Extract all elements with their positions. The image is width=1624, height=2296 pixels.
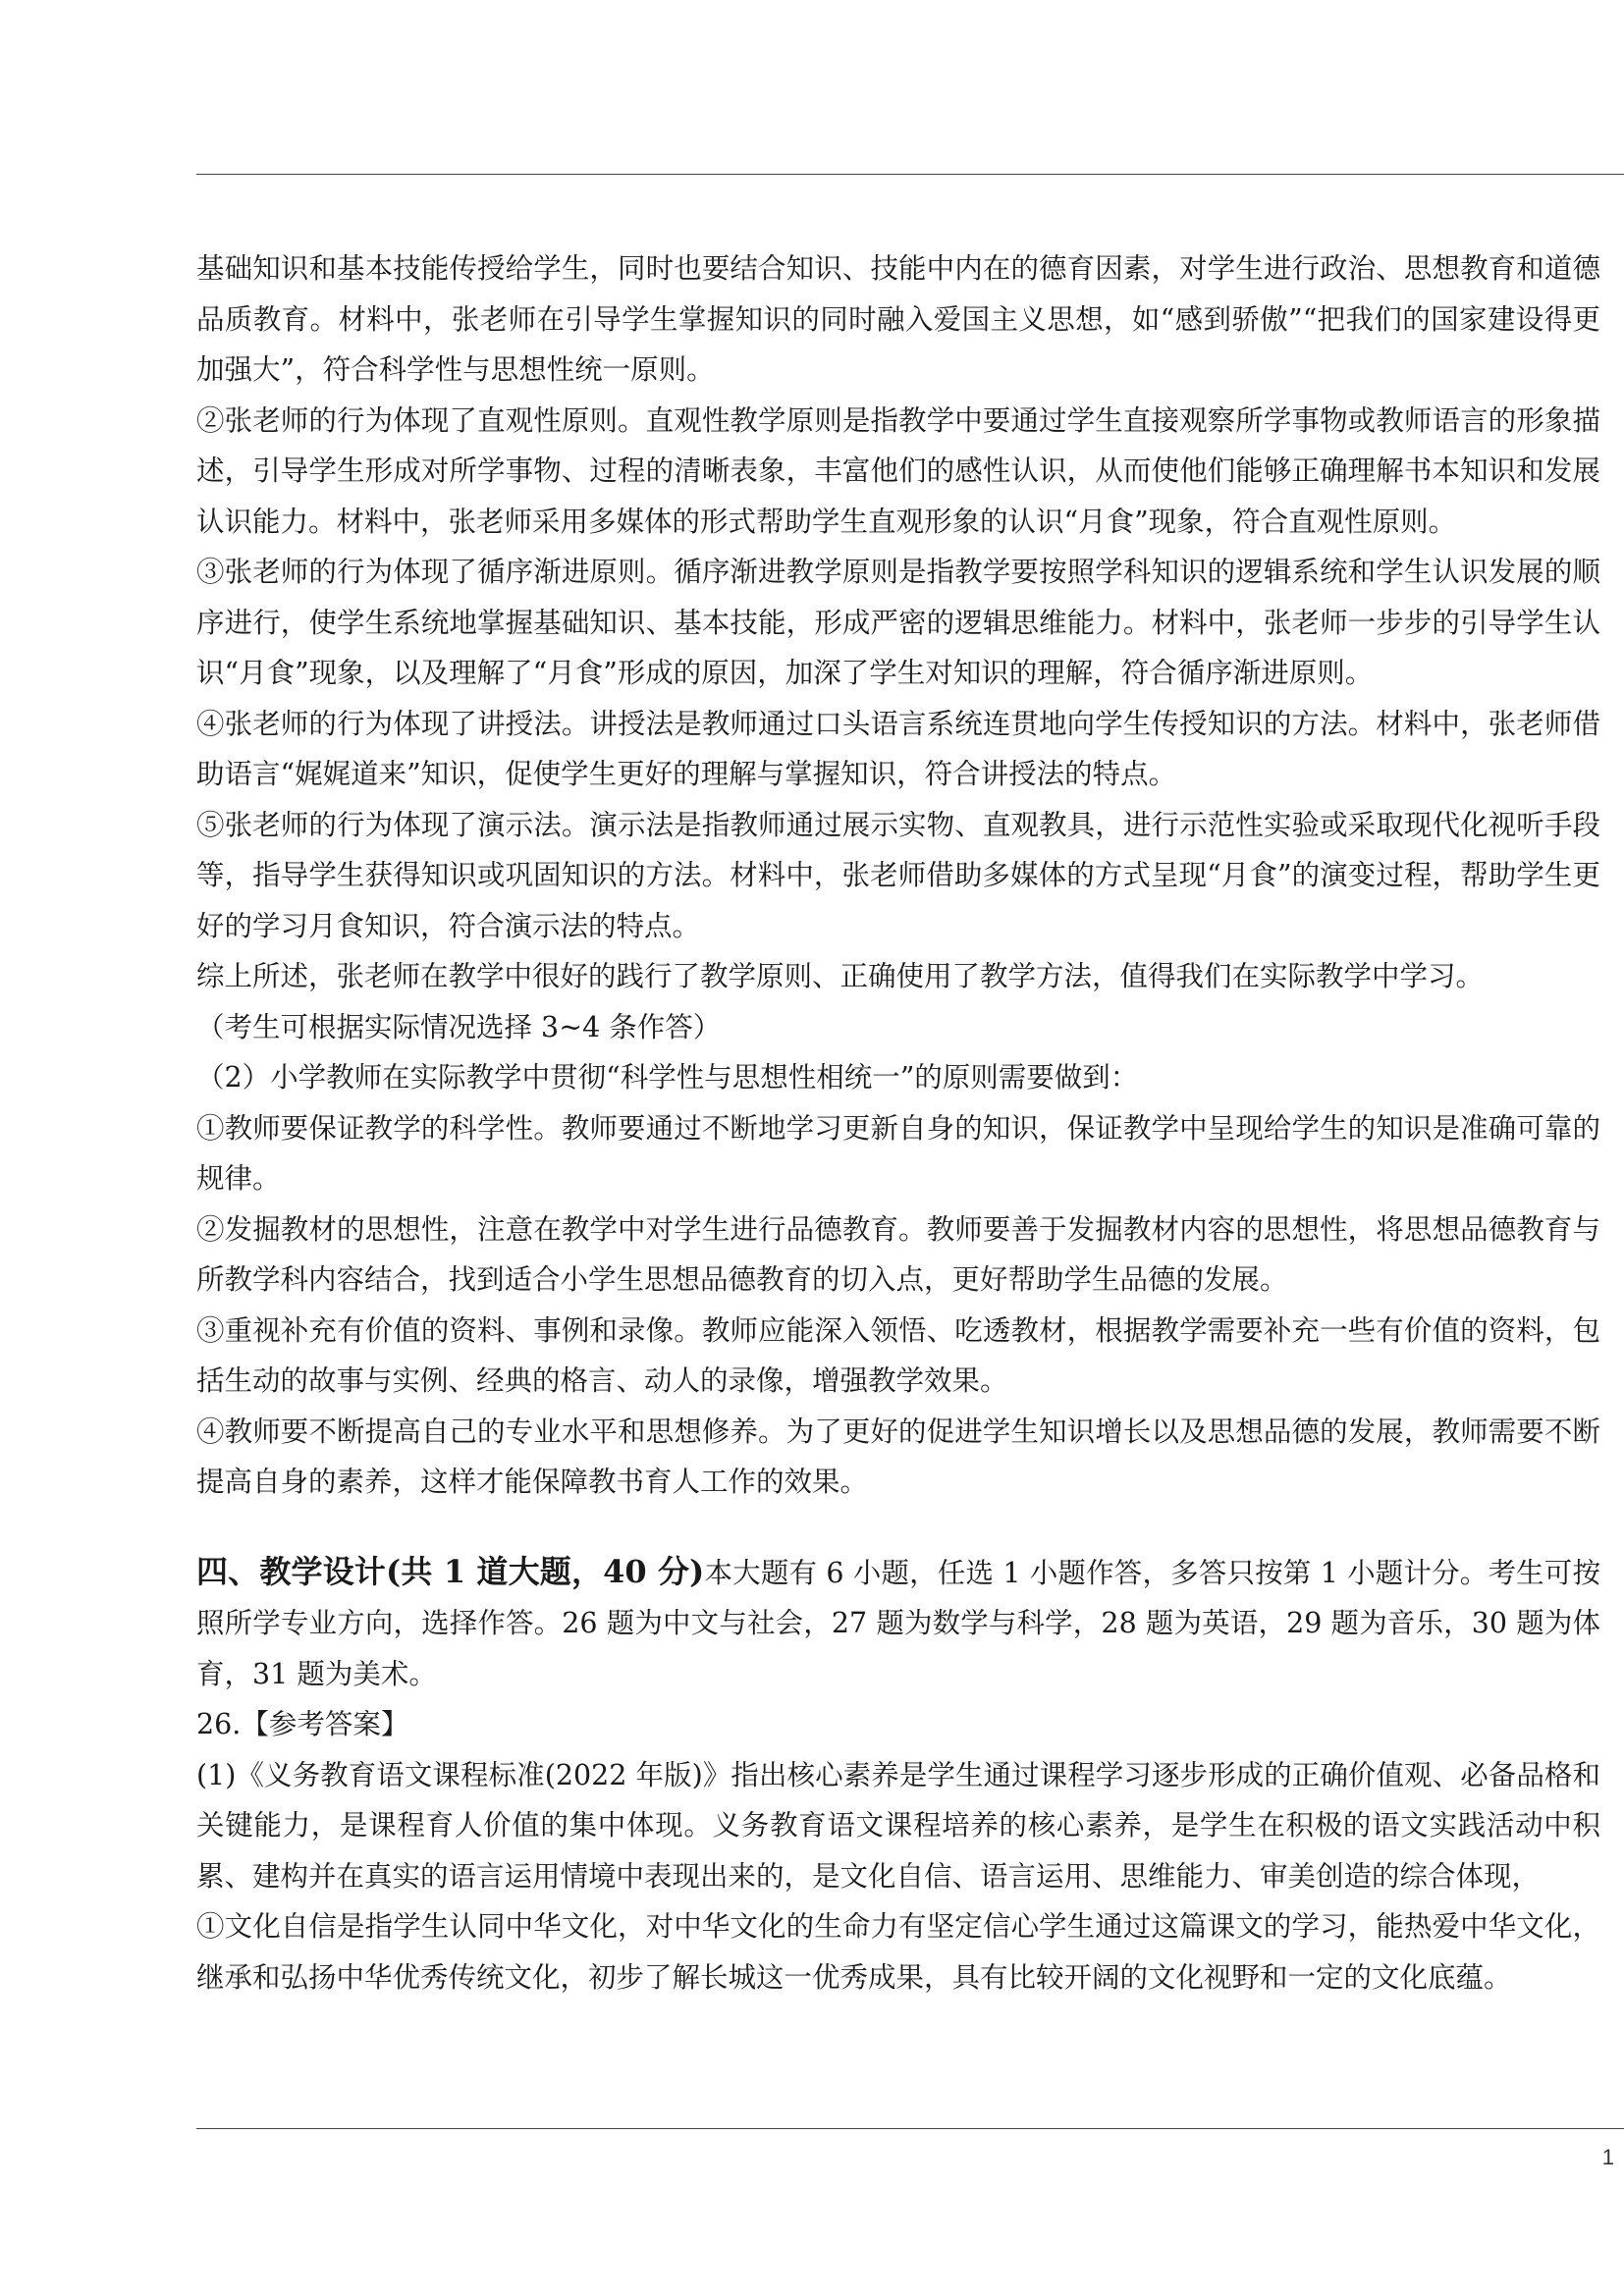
paragraph-summary: 综上所述，张老师在教学中很好的践行了教学原则、正确使用了教学方法，值得我们在实际教学中学习。	[196, 960, 1485, 992]
paragraph-point-4: ④教师要不断提高自己的专业水平和思想修养。为了更好的促进学生知识增长以及思想品德的发展，教师需要不断提高自身的素养，这样才能保障教书育人工作的效果。	[196, 1415, 1600, 1498]
paragraph-gradual-principle: ③张老师的行为体现了循序渐进原则。循序渐进教学原则是指教学要按照学科知识的逻辑系统和学生认识发展的顺序进行，使学生系统地掌握基础知识、基本技能，形成严密的逻辑思维能力。材料中，张老师一步步的引导学生认识“月食”现象，以及理解了“月食”形成的原因，加深了学生对知识的理解，符合循序渐进原则。	[196, 556, 1600, 689]
page-body	[196, 243, 1600, 2002]
section-four	[196, 1547, 1600, 1700]
answer-paragraph-core-literacy: (1)《义务教育语文课程标准(2022 年版)》指出核心素养是学生通过课程学习逐步形成的正确价值观、必备品格和关键能力，是课程育人价值的集中体现。义务教育语文课程培养的核心素养，是学生在积极的语文实践活动中积累、建构并在真实的语言运用情境中表现出来的，是文化自信、语言运用、思维能力、审美创造的综合体现，	[196, 1758, 1600, 1893]
answer-paragraph-cultural-confidence: ①文化自信是指学生认同中华文化，对中华文化的生命力有坚定信心学生通过这篇课文的学习，能热爱中华文化，继承和弘扬中华优秀传统文化，初步了解长城这一优秀成果，具有比较开阔的文化视野和一定的文化底蕴。	[196, 1910, 1600, 1994]
section-intro: 本大题有 6 小题，任选 1 小题作答，多答只按第 1 小题计分。考生可按照所学专业方向，选择作答。26 题为中文与社会，27 题为数学与科学，28 题为英语，29 题为音乐，30 题为体育，31 题为美术。	[196, 1556, 1600, 1690]
paragraph-point-1: ①教师要保证教学的科学性。教师要通过不断地学习更新自身的知识，保证教学中呈现给学生的知识是准确可靠的规律。	[196, 1111, 1600, 1195]
paragraph-question-2: （2）小学教师在实际教学中贯彻“科学性与思想性相统一”的原则需要做到：	[196, 1061, 1139, 1094]
paragraph-point-3: ③重视补充有价值的资料、事例和录像。教师应能深入领悟、吃透教材，根据教学需要补充一些有价值的资料，包括生动的故事与实例、经典的格言、动人的录像，增强教学效果。	[196, 1313, 1600, 1397]
footer-rule	[196, 2128, 1624, 2129]
section-heading: 四、教学设计(共 1 道大题，40 分)	[196, 1552, 705, 1590]
answer-label: 26.【参考答案】	[196, 1708, 409, 1740]
paragraph-note: （考生可根据实际情况选择 3~4 条作答）	[196, 1010, 722, 1043]
paragraph-point-2: ②发掘教材的思想性，注意在教学中对学生进行品德教育。教师要善于发掘教材内容的思想性，将思想品德教育与所教学科内容结合，找到适合小学生思想品德教育的切入点，更好帮助学生品德的发展。	[196, 1212, 1600, 1296]
paragraph-lecture-method: ④张老师的行为体现了讲授法。讲授法是教师通过口头语言系统连贯地向学生传授知识的方法。材料中，张老师借助语言“娓娓道来”知识，促使学生更好的理解与掌握知识，符合讲授法的特点。	[196, 707, 1600, 790]
paragraph-moral-education: 基础知识和基本技能传授给学生，同时也要结合知识、技能中内在的德育因素，对学生进行政治、思想教育和道德品质教育。材料中，张老师在引导学生掌握知识的同时融入爱国主义思想，如“感到骄傲”“把我们的国家建设得更加强大”，符合科学性与思想性统一原则。	[196, 252, 1600, 386]
paragraph-demonstration-method: ⑤张老师的行为体现了演示法。演示法是指教师通过展示实物、直观教具，进行示范性实验或采取现代化视听手段等，指导学生获得知识或巩固知识的方法。材料中，张老师借助多媒体的方式呈现“月食”的演变过程，帮助学生更好的学习月食知识，符合演示法的特点。	[196, 808, 1600, 942]
page-number: 1	[1601, 2145, 1614, 2169]
header-rule	[196, 174, 1624, 175]
paragraph-intuitive-principle: ②张老师的行为体现了直观性原则。直观性教学原则是指教学中要通过学生直接观察所学事物或教师语言的形象描述，引导学生形成对所学事物、过程的清晰表象，丰富他们的感性认识，从而使他们能够正确理解书本知识和发展认识能力。材料中，张老师采用多媒体的形式帮助学生直观形象的认识“月食”现象，符合直观性原则。	[196, 403, 1600, 538]
